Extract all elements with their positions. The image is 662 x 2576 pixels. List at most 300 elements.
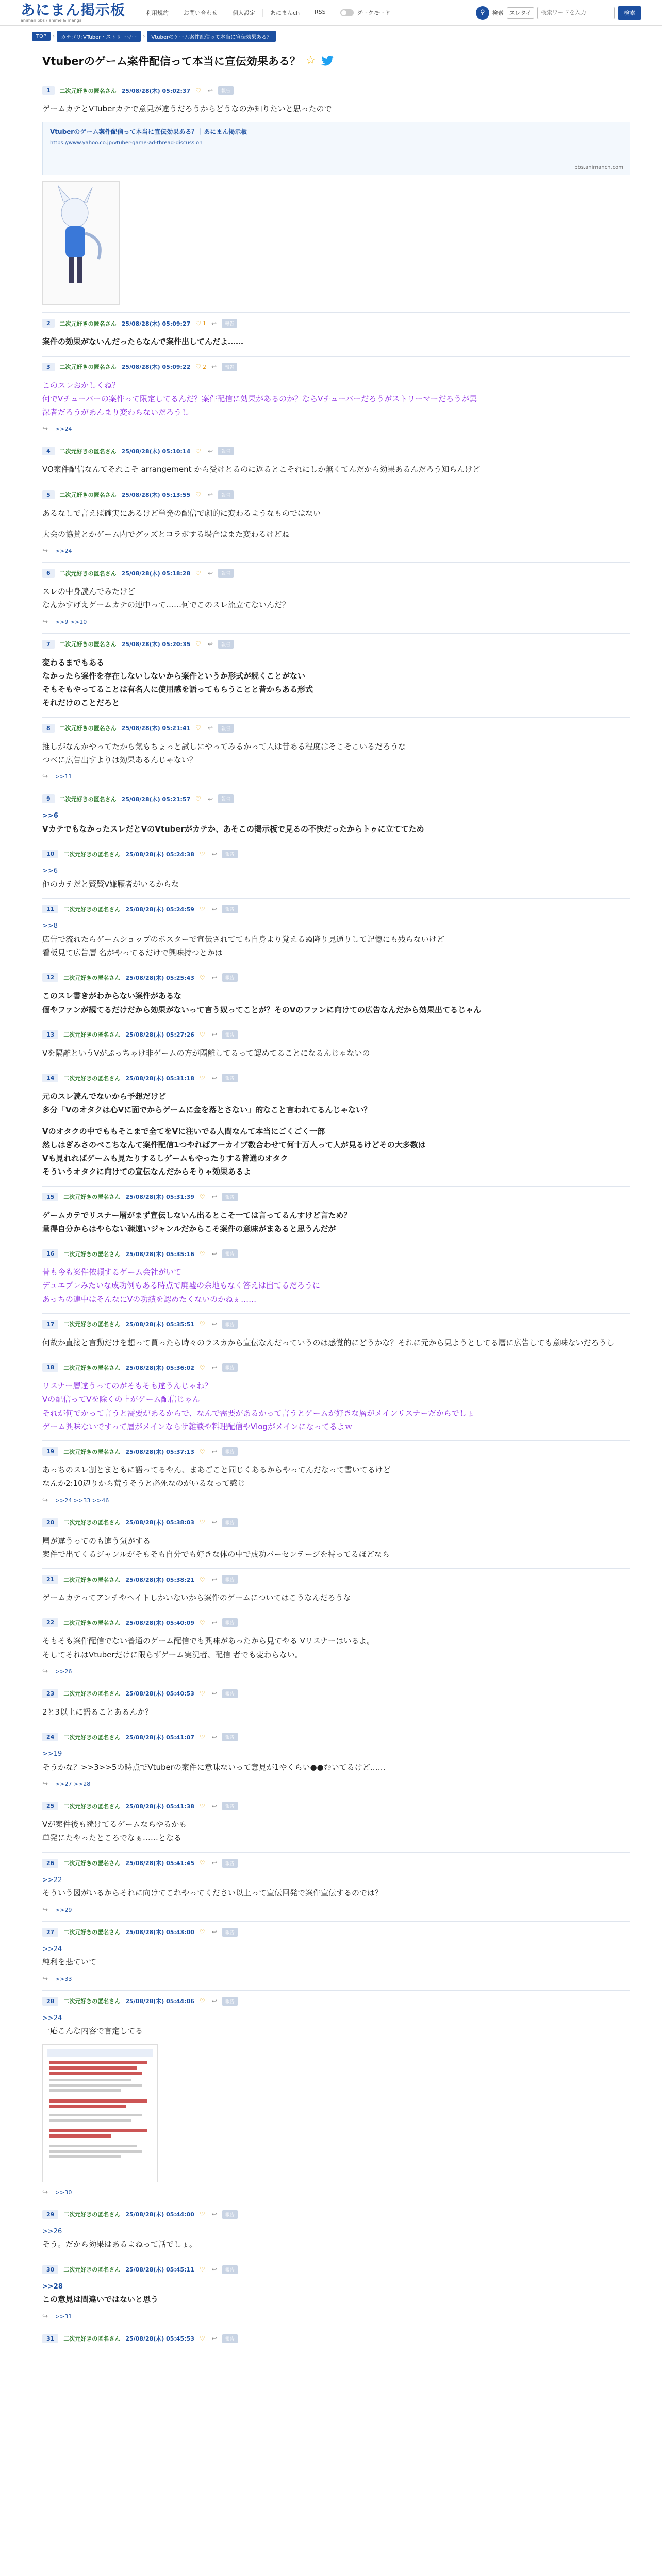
post-number[interactable]: 27 [42, 1928, 58, 1937]
post-line [42, 1117, 630, 1125]
like-button[interactable] [195, 570, 203, 577]
like-button[interactable] [200, 1576, 207, 1583]
like-button[interactable] [200, 2335, 207, 2342]
post [42, 1726, 630, 1795]
post-number[interactable]: 26 [42, 1859, 58, 1868]
quote-anchor[interactable]: >>24 [42, 2014, 62, 2022]
report-button[interactable]: 報告 [222, 2265, 238, 2274]
post-line: ゲームカテとVTuberカテで意見が違うだろうからどうなのか知りたいと思ったので [42, 104, 332, 113]
report-button[interactable]: 報告 [222, 1575, 238, 1584]
heart-icon: ♡ [199, 905, 205, 913]
post-date: 25/08/28(木) 05:43:00 [125, 1929, 194, 1936]
report-button[interactable]: 報告 [218, 569, 234, 578]
heart-icon: ♡ [195, 795, 201, 803]
site-logo[interactable] [21, 3, 125, 23]
link-card-url: https://www.yahoo.co.jp/vtuber-game-ad-thread-discussion [50, 140, 203, 146]
poster-name: 二次元好きの匿名さん [63, 1194, 121, 1200]
heart-icon: ♡ [195, 319, 201, 327]
post-number[interactable]: 24 [42, 1733, 58, 1741]
reply-icon[interactable]: ↩ [208, 640, 213, 648]
like-button[interactable] [200, 974, 207, 981]
like-button[interactable] [200, 1193, 207, 1200]
search-button[interactable]: 検索 [618, 6, 641, 20]
replies-icon: ↪ [42, 2188, 48, 2196]
post-body [42, 1336, 630, 1349]
report-button[interactable]: 報告 [222, 2210, 238, 2219]
header [0, 0, 662, 26]
post-line: ゲームカテってアンチやヘイトしかいないから案件のゲームについてはこうなんだろうな [42, 1593, 351, 1602]
post-line: あるなしで言えば確実にあるけど単発の配信で劇的に変わるようなものではない [42, 508, 321, 518]
like-button[interactable] [200, 1690, 207, 1697]
post-header [42, 1859, 630, 1868]
quote-anchor[interactable]: >>22 [42, 1876, 62, 1884]
post-number[interactable]: 19 [42, 1447, 58, 1456]
post-date: 25/08/28(木) 05:38:21 [125, 1576, 194, 1583]
reply-icon[interactable]: ↩ [211, 905, 217, 913]
reply-icon[interactable]: ↩ [211, 1997, 217, 2005]
like-button[interactable] [195, 795, 203, 803]
post-line: Vのオタクの中でももそこまで全てをVに注いでる人間なんて本当にごくごく一部 [42, 1126, 325, 1136]
post-date: 25/08/28(木) 05:38:03 [125, 1519, 194, 1526]
like-button[interactable] [200, 1250, 207, 1258]
breadcrumb-category[interactable]: カテゴリ:VTuber・ストリーマー [57, 31, 141, 42]
post-line: そもそもやってることは有名人に使用感を語ってもらうことと昔からある形式 [42, 685, 313, 694]
post [42, 634, 630, 718]
like-button[interactable] [195, 87, 203, 94]
post-header [42, 973, 630, 982]
report-button[interactable]: 報告 [218, 447, 234, 455]
nav-link[interactable]: RSS [315, 8, 326, 15]
post-number[interactable]: 22 [42, 1618, 58, 1627]
reply-icon[interactable]: ↩ [211, 974, 217, 981]
report-button[interactable]: 報告 [222, 2334, 238, 2343]
reply-icon[interactable]: ↩ [211, 363, 217, 370]
like-button[interactable] [200, 1928, 207, 1936]
twitter-share-icon[interactable] [321, 56, 334, 66]
link-card-host: bbs.animanch.com [574, 165, 623, 171]
reply-links[interactable]: >>30 [55, 2189, 72, 2196]
post-body [42, 506, 630, 541]
post-line: 何故か直接と言動だけを想って買ったら時々のラスカから宣伝なんだっていうのは感覚的にどうかな？それに元から見ようとしてる層に広告しても意味ないだろうし [42, 1337, 615, 1347]
report-button[interactable]: 報告 [222, 905, 238, 913]
like-button[interactable] [200, 1859, 207, 1867]
logo-subtext: animan bbs / anime & manga [21, 18, 82, 23]
post-date: 25/08/28(木) 05:40:09 [125, 1619, 194, 1626]
reply-icon[interactable]: ↩ [211, 850, 217, 858]
post-footer [42, 1668, 630, 1675]
reply-icon[interactable]: ↩ [211, 1733, 217, 1741]
like-button[interactable] [195, 491, 203, 498]
report-button[interactable]: 報告 [222, 973, 238, 982]
post-line: 純利を悲ていて [42, 1957, 97, 1967]
report-button[interactable]: 報告 [218, 86, 234, 95]
replies-icon: ↪ [42, 773, 48, 781]
post-header [42, 1928, 630, 1937]
report-button[interactable]: 報告 [222, 319, 237, 328]
heart-icon: ♡ [199, 1859, 205, 1867]
like-button[interactable] [200, 2266, 207, 2273]
quote-anchor[interactable]: >>28 [42, 2282, 63, 2291]
post-header [42, 1618, 630, 1627]
post-number[interactable]: 3 [42, 363, 55, 371]
reply-icon[interactable]: ↩ [208, 569, 213, 577]
post-body [42, 102, 630, 115]
reply-icon[interactable]: ↩ [211, 1802, 217, 1810]
reply-icon[interactable]: ↩ [211, 1074, 217, 1082]
heart-icon: ♡ [195, 640, 201, 648]
like-button[interactable] [200, 1519, 207, 1526]
reply-icon[interactable]: ↩ [211, 1320, 217, 1328]
post-body [42, 921, 630, 959]
post [42, 2259, 630, 2328]
post-body [42, 866, 630, 891]
reply-links[interactable]: >>33 [55, 1975, 72, 1982]
post-number[interactable]: 12 [42, 973, 58, 982]
reply-links[interactable]: >>24 >>33 >>46 [55, 1497, 109, 1504]
post-date: 25/08/28(木) 05:44:00 [125, 2211, 194, 2218]
post-image[interactable] [42, 181, 120, 305]
post-header [42, 363, 630, 371]
post-number[interactable]: 6 [42, 569, 55, 578]
reply-icon[interactable]: ↩ [211, 1448, 217, 1455]
search-icon: ⚲ [476, 6, 489, 20]
report-button[interactable]: 報告 [222, 1074, 238, 1082]
post-number[interactable]: 20 [42, 1518, 58, 1527]
post-line: リスナー層違うってのがそもそも違うんじゃね？ [42, 1381, 212, 1391]
post-date: 25/08/28(木) 05:02:37 [121, 87, 191, 94]
reply-icon[interactable]: ↩ [208, 87, 213, 94]
post-number[interactable]: 7 [42, 640, 55, 649]
post [42, 899, 630, 967]
like-button[interactable] [200, 1075, 207, 1082]
post-line: そもそも案件配信でない普通のゲーム配信でも興味があったから見てやる Vリスナーはいるよ。 [42, 1636, 375, 1646]
post-date: 25/08/28(木) 05:09:27 [121, 320, 191, 327]
report-button[interactable]: 報告 [222, 363, 237, 371]
screenshot-image[interactable] [42, 2044, 158, 2182]
like-button[interactable] [195, 363, 206, 370]
post-line: 層が違うってのも違う気がする [42, 1536, 151, 1546]
search-input[interactable] [537, 7, 615, 19]
post-number[interactable]: 16 [42, 1249, 58, 1258]
poster-name: 二次元好きの匿名さん [63, 1321, 121, 1328]
post-date: 25/08/28(木) 05:40:53 [125, 1690, 194, 1698]
report-button[interactable]: 報告 [222, 1363, 238, 1372]
poster-name: 二次元好きの匿名さん [63, 1031, 121, 1039]
link-card[interactable] [42, 122, 630, 175]
post-body [42, 1463, 630, 1490]
post-footer [42, 2189, 630, 2196]
heart-icon: ♡ [195, 569, 201, 577]
post-line: ゲーム興味ないですって層がメインならサ雑談や料理配信やVlogがメインになってるよｗ [42, 1421, 353, 1431]
reply-icon[interactable]: ↩ [211, 1575, 217, 1583]
nav-link[interactable]: 利用規約 [139, 9, 176, 17]
reply-icon[interactable]: ↩ [211, 2266, 217, 2273]
heart-icon: ♡ [199, 1690, 205, 1698]
post-body [42, 585, 630, 612]
post-number[interactable]: 13 [42, 1030, 58, 1039]
post-body [42, 810, 630, 836]
report-button[interactable]: 報告 [222, 1997, 238, 2006]
quote-anchor[interactable]: >>8 [42, 922, 58, 930]
post-date: 25/08/28(木) 05:24:59 [125, 906, 194, 913]
post-line: 何でVチューバーの案件って限定してるんだ？案件配信に効果があるのか？ならVチューバーだろうがストリーマーだろうが異 [42, 394, 477, 403]
post-date: 25/08/28(木) 05:13:55 [121, 492, 191, 498]
poster-name: 二次元好きの匿名さん [63, 1448, 121, 1455]
poster-name: 二次元好きの匿名さん [63, 1364, 121, 1371]
post-header [42, 1074, 630, 1082]
reply-icon[interactable]: ↩ [211, 2335, 217, 2342]
reply-links[interactable]: >>29 [55, 1906, 72, 1913]
poster-name: 二次元好きの匿名さん [63, 1576, 121, 1583]
reply-links[interactable]: >>31 [55, 2313, 72, 2320]
post-number[interactable]: 4 [42, 447, 55, 455]
post-footer [42, 1497, 630, 1504]
like-button[interactable] [200, 2211, 207, 2218]
reply-icon[interactable]: ↩ [211, 1250, 217, 1258]
post [42, 1612, 630, 1683]
quote-anchor[interactable]: >>6 [42, 812, 58, 820]
post-line: 元のスレ読んでないから予想だけど [42, 1092, 167, 1101]
like-button[interactable] [200, 1031, 207, 1038]
post-number[interactable]: 25 [42, 1802, 58, 1810]
heart-icon: ♡ [199, 1193, 205, 1200]
poster-name: 二次元好きの匿名さん [59, 795, 117, 803]
poster-name: 二次元好きの匿名さん [59, 87, 117, 94]
post-line: なかったら案件を存在しないしないから案件というか形式が続くことがない [42, 671, 306, 681]
reply-icon[interactable]: ↩ [211, 1928, 217, 1936]
post-body [42, 1265, 630, 1306]
post-footer [42, 425, 630, 433]
report-button[interactable]: 報告 [222, 1928, 238, 1937]
reply-links[interactable]: >>24 [55, 548, 72, 554]
nav-link[interactable]: お問い合わせ [176, 9, 225, 17]
report-button[interactable]: 報告 [222, 1249, 238, 1258]
heart-icon: ♡ [199, 1733, 205, 1741]
post-footer [42, 618, 630, 626]
post-date: 25/08/28(木) 05:21:41 [121, 725, 191, 732]
heart-icon: ♡ [195, 491, 201, 498]
post-line: この意見は間違いではないと思う [42, 2295, 159, 2304]
like-button[interactable] [200, 1364, 207, 1371]
post-line: 看板見て広告層 名がやってるだけで興味持つとかは [42, 948, 223, 957]
post-footer [42, 1780, 630, 1788]
post-date: 25/08/28(木) 05:41:38 [125, 1803, 194, 1810]
quote-anchor[interactable]: >>19 [42, 1750, 62, 1758]
post-line: あっちの連中はそんなにVの功績を認めたくないのかねぇ…… [42, 1294, 257, 1304]
reply-icon[interactable]: ↩ [211, 1364, 217, 1371]
post-number[interactable]: 28 [42, 1997, 58, 2006]
post-line: そういう図がいるからそれに向けてこれやってください以上って宣伝回発で案件宣伝するのでは？ [42, 1888, 383, 1898]
poster-name: 二次元好きの匿名さん [63, 1690, 121, 1698]
reply-links[interactable]: >>9 >>10 [55, 618, 87, 625]
search-scope-select[interactable]: スレタイ [507, 7, 534, 19]
like-button[interactable] [200, 1320, 207, 1328]
reply-icon[interactable]: ↩ [208, 491, 213, 498]
breadcrumb-thread[interactable]: Vtuberのゲーム案件配信って本当に宣伝効果ある？ [147, 31, 276, 42]
post-line: 多分「Vのオタクは心Vに面でからゲームに金を落とさない」的なこと言われてるんじゃない？ [42, 1105, 372, 1115]
post-date: 25/08/28(木) 05:41:45 [125, 1860, 194, 1867]
post-header [42, 1518, 630, 1527]
report-button[interactable]: 報告 [218, 724, 234, 733]
reply-icon[interactable]: ↩ [211, 1519, 217, 1526]
post-header [42, 905, 630, 913]
dark-mode-toggle[interactable] [340, 9, 391, 17]
report-button[interactable]: 報告 [222, 1689, 238, 1698]
post-number[interactable]: 8 [42, 724, 55, 733]
post-number[interactable]: 10 [42, 850, 58, 858]
reply-icon[interactable]: ↩ [211, 1031, 217, 1039]
like-button[interactable] [200, 1619, 207, 1626]
search-area [476, 6, 641, 20]
poster-name: 二次元好きの匿名さん [63, 1519, 121, 1526]
reply-icon[interactable]: ↩ [208, 724, 213, 732]
post-line: 2と3以上に語ることあるんか？ [42, 1707, 153, 1717]
post-header [42, 1575, 630, 1584]
post-line [42, 520, 630, 528]
report-button[interactable]: 報告 [218, 640, 234, 649]
search-label: 検索 [492, 9, 504, 16]
reply-icon[interactable]: ↩ [211, 1859, 217, 1867]
report-button[interactable]: 報告 [222, 1802, 238, 1810]
reply-icon[interactable]: ↩ [211, 1193, 217, 1200]
post-body [42, 1090, 630, 1179]
post-line: Vを隔離というVがぶっちゃけ非ゲームの方が隔離してるって認めてることになるんじゃないの [42, 1048, 370, 1058]
post-date: 25/08/28(木) 05:27:26 [125, 1031, 194, 1039]
post-date: 25/08/28(木) 05:24:38 [125, 851, 194, 858]
poster-name: 二次元好きの匿名さん [63, 1619, 121, 1626]
replies-icon: ↪ [42, 547, 48, 555]
nav-link[interactable]: あにまんch [263, 9, 307, 17]
like-button[interactable] [200, 1448, 207, 1455]
dark-mode-label: ダークモード [356, 9, 391, 16]
post-line: VカテでもなかったスレだとVのVtuberがカテか、あそこの掲示板で見るの不快だったからトゥに立ててため [42, 824, 424, 834]
post-line: 案件の効果がないんだったらなんで案件出してんだよ…… [42, 337, 244, 347]
like-button[interactable] [195, 320, 206, 327]
post-date: 25/08/28(木) 05:31:39 [125, 1194, 194, 1200]
quote-anchor[interactable]: >>6 [42, 867, 58, 875]
like-button[interactable] [200, 1803, 207, 1810]
post-date: 25/08/28(木) 05:25:43 [125, 974, 194, 981]
post [42, 357, 630, 441]
post-header [42, 569, 630, 578]
favorite-star-icon[interactable]: ☆ [305, 54, 316, 67]
post-number[interactable]: 14 [42, 1074, 58, 1082]
breadcrumb-separator-icon: › [143, 33, 145, 39]
post-line: それだけのことだろと [42, 698, 120, 708]
post-number[interactable]: 31 [42, 2334, 58, 2343]
post-line: 大会の協賛とかゲーム内でグッズとコラボする場合はまた変わるけどね [42, 529, 290, 539]
post [42, 1569, 630, 1612]
post [42, 1441, 630, 1512]
post-header [42, 724, 630, 733]
post-header [42, 2334, 630, 2343]
report-button[interactable]: 報告 [218, 794, 234, 803]
post-line: デュエプレみたいな成功例もある時点で廃墟の余地もなく答えは出てるだろうに [42, 1281, 320, 1291]
breadcrumb-top[interactable]: TOP [32, 32, 51, 41]
post-number[interactable]: 29 [42, 2210, 58, 2219]
like-button[interactable] [200, 1734, 207, 1741]
post-number[interactable]: 9 [42, 794, 55, 803]
poster-name: 二次元好きの匿名さん [59, 492, 117, 498]
report-button[interactable]: 報告 [222, 1518, 238, 1527]
post-number[interactable]: 17 [42, 1320, 58, 1329]
post-header [42, 794, 630, 803]
post [42, 1512, 630, 1569]
post-body [42, 1379, 630, 1433]
report-button[interactable]: 報告 [222, 850, 238, 858]
reply-icon[interactable]: ↩ [208, 795, 213, 803]
nav-link[interactable]: 個人設定 [225, 9, 263, 17]
post-body [42, 1534, 630, 1562]
post-header [42, 640, 630, 649]
reply-icon[interactable]: ↩ [211, 1690, 217, 1698]
post-number[interactable]: 23 [42, 1689, 58, 1698]
reply-icon[interactable]: ↩ [208, 447, 213, 455]
heart-icon: ♡ [199, 2335, 205, 2342]
post-body [42, 2013, 630, 2038]
post-number[interactable]: 2 [42, 319, 55, 328]
reply-icon[interactable]: ↩ [211, 319, 217, 327]
report-button[interactable]: 報告 [222, 1618, 238, 1627]
reply-icon[interactable]: ↩ [211, 1619, 217, 1626]
logo-text: あにまん掲示板 [21, 1, 126, 19]
like-button[interactable] [195, 448, 203, 455]
report-button[interactable]: 報告 [218, 490, 234, 499]
post-number[interactable]: 5 [42, 490, 55, 499]
post-line: そう。だから効果はあるよねって話でしょ。 [42, 2240, 197, 2249]
poster-name: 二次元好きの匿名さん [59, 364, 117, 370]
heart-icon: ♡ [199, 1320, 205, 1328]
post-number[interactable]: 15 [42, 1193, 58, 1201]
post-number[interactable]: 11 [42, 905, 58, 913]
report-button[interactable]: 報告 [222, 1030, 238, 1039]
reply-links[interactable]: >>24 [55, 426, 72, 433]
post-line: そういうオタクに向けての宣伝なんだからそりゃ効果あるよ [42, 1167, 252, 1177]
like-button[interactable] [200, 1997, 207, 2005]
post-date: 25/08/28(木) 05:36:02 [125, 1364, 194, 1371]
quote-anchor[interactable]: >>26 [42, 2227, 62, 2235]
reply-links[interactable]: >>26 [55, 1668, 72, 1675]
like-button[interactable] [200, 851, 207, 858]
post-body [42, 463, 630, 476]
post-date: 25/08/28(木) 05:44:06 [125, 1998, 194, 2005]
post-header [42, 850, 630, 858]
report-button[interactable]: 報告 [222, 1320, 238, 1329]
like-button[interactable] [200, 906, 207, 913]
report-button[interactable]: 報告 [222, 1447, 238, 1456]
like-button[interactable] [195, 640, 203, 648]
poster-name: 二次元好きの匿名さん [63, 1250, 121, 1258]
reply-links[interactable]: >>11 [55, 773, 72, 780]
report-button[interactable]: 報告 [222, 1859, 238, 1868]
heart-icon: ♡ [199, 1997, 205, 2005]
post [42, 1922, 630, 1991]
dark-mode-switch[interactable] [340, 9, 354, 16]
reply-links[interactable]: >>27 >>28 [55, 1781, 91, 1787]
heart-icon: ♡ [199, 1448, 205, 1455]
report-button[interactable]: 報告 [222, 1193, 238, 1201]
heart-icon: ♡ [199, 1619, 205, 1626]
post-number[interactable]: 18 [42, 1363, 58, 1372]
post-number[interactable]: 21 [42, 1575, 58, 1584]
post-number[interactable]: 1 [42, 86, 55, 95]
report-button[interactable]: 報告 [222, 1733, 238, 1741]
post-date: 25/08/28(木) 05:18:28 [121, 570, 191, 577]
like-button[interactable] [195, 724, 203, 732]
reply-icon[interactable]: ↩ [211, 2211, 217, 2218]
post-number[interactable]: 30 [42, 2265, 58, 2274]
quote-anchor[interactable]: >>24 [42, 1945, 62, 1953]
